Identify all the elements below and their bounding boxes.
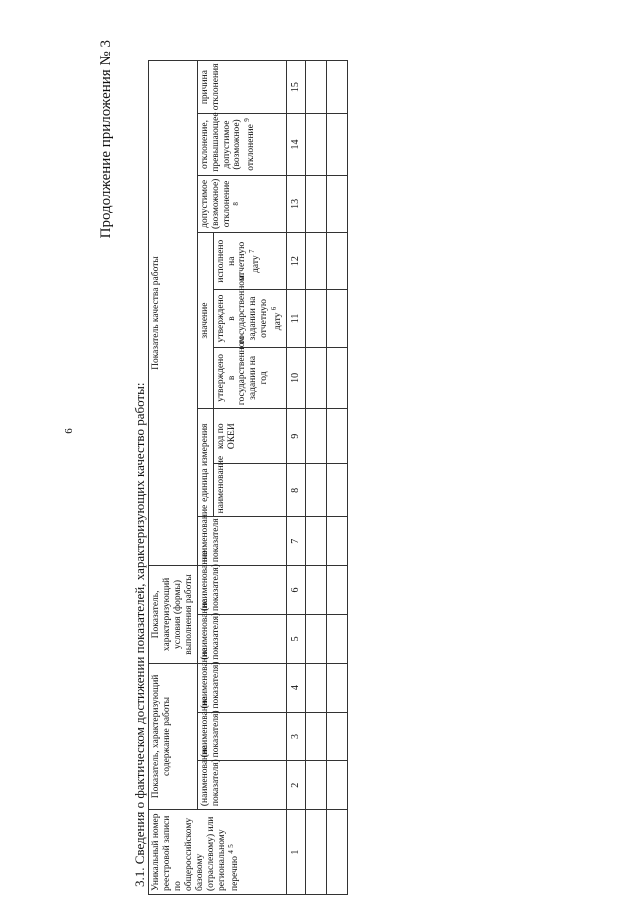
rotated-page xyxy=(90,0,630,905)
unit-name-header: наименование xyxy=(213,464,287,517)
exceeding-deviation-header: отклонение, превышающее допустимое (возможное) отклонение $^9$ xyxy=(197,114,287,176)
col-number: 8 xyxy=(287,464,306,517)
page-number: 6 xyxy=(62,428,75,434)
blank-cell xyxy=(305,61,326,114)
content-indicator-name-1: (наименование показателя) xyxy=(197,761,287,810)
blank-cell xyxy=(326,61,347,114)
unit-header: единица измерения xyxy=(197,409,213,517)
allowed-deviation-header: допустимое (возможное) отклонение $^8$ xyxy=(197,175,287,232)
approved-date-header: утверждено в государственном задании на отчетную дату $^6$ xyxy=(213,290,287,347)
quality-indicator-header: Показатель качества работы xyxy=(149,61,198,566)
blank-cell xyxy=(305,347,326,409)
registry-number-header: Уникальный номер реестровой записи по общероссийскому базовому (отраслевому) или региональному перечню $^4$ $^5$ xyxy=(149,810,287,895)
blank-cell xyxy=(305,175,326,232)
blank-cell xyxy=(326,517,347,566)
col-number: 9 xyxy=(287,409,306,464)
header-row-1 xyxy=(149,61,198,895)
approved-year-header: утверждено в государственном задании на год xyxy=(213,347,287,409)
blank-cell xyxy=(305,614,326,663)
blank-cell xyxy=(305,233,326,290)
blank-cell xyxy=(326,614,347,663)
content-indicator-header: Показатель, характеризующий содержание работы xyxy=(149,663,198,809)
blank-cell xyxy=(305,114,326,176)
blank-cell xyxy=(305,464,326,517)
blank-cell xyxy=(326,233,347,290)
blank-cell xyxy=(305,409,326,464)
blank-cell xyxy=(326,290,347,347)
unit-code-header: код по ОКЕИ xyxy=(213,409,287,464)
col-number: 4 xyxy=(287,663,306,712)
blank-cell xyxy=(326,114,347,176)
blank-cell xyxy=(326,409,347,464)
conditions-indicator-header: Показатель, характеризующий условия (формы) выполнения работы xyxy=(149,566,198,664)
blank-cell xyxy=(305,712,326,761)
quality-indicators-table xyxy=(148,60,348,895)
header-row-2 xyxy=(197,61,213,895)
section-title: 3.1. Сведения о фактическом достижении показателей, характеризующих качество работы: xyxy=(132,382,147,887)
col-number: 5 xyxy=(287,614,306,663)
col-number: 13 xyxy=(287,175,306,232)
content-indicator-name-2: (наименование показателя) xyxy=(197,712,287,761)
col-number: 7 xyxy=(287,517,306,566)
blank-cell xyxy=(305,810,326,895)
col-number: 1 xyxy=(287,810,306,895)
col-number: 2 xyxy=(287,761,306,810)
conditions-indicator-name-2: (наименование показателя) xyxy=(197,566,287,615)
blank-cell xyxy=(326,347,347,409)
blank-row xyxy=(305,61,326,895)
col-number: 12 xyxy=(287,233,306,290)
blank-cell xyxy=(305,663,326,712)
blank-cell xyxy=(326,712,347,761)
conditions-indicator-name-1: (наименование показателя) xyxy=(197,614,287,663)
col-number: 15 xyxy=(287,61,306,114)
quality-indicator-name: наименование показателя xyxy=(197,517,287,566)
blank-cell xyxy=(305,566,326,615)
col-number: 6 xyxy=(287,566,306,615)
col-number: 14 xyxy=(287,114,306,176)
blank-cell xyxy=(326,663,347,712)
blank-cell xyxy=(326,566,347,615)
annex-heading: Продолжение приложения № 3 xyxy=(98,40,114,239)
content-indicator-name-3: (наименование показателя) xyxy=(197,663,287,712)
deviation-reason-header: причина отклонения xyxy=(197,61,287,114)
blank-cell xyxy=(326,175,347,232)
blank-cell xyxy=(326,810,347,895)
blank-row xyxy=(326,61,347,895)
col-number: 10 xyxy=(287,347,306,409)
executed-date-header: исполнено на отчетную дату $^7$ xyxy=(213,233,287,290)
blank-cell xyxy=(326,761,347,810)
blank-cell xyxy=(305,761,326,810)
col-number: 11 xyxy=(287,290,306,347)
blank-cell xyxy=(326,464,347,517)
column-numbers-row xyxy=(287,61,306,895)
col-number: 3 xyxy=(287,712,306,761)
blank-cell xyxy=(305,517,326,566)
blank-cell xyxy=(305,290,326,347)
value-header: значение xyxy=(197,233,213,409)
